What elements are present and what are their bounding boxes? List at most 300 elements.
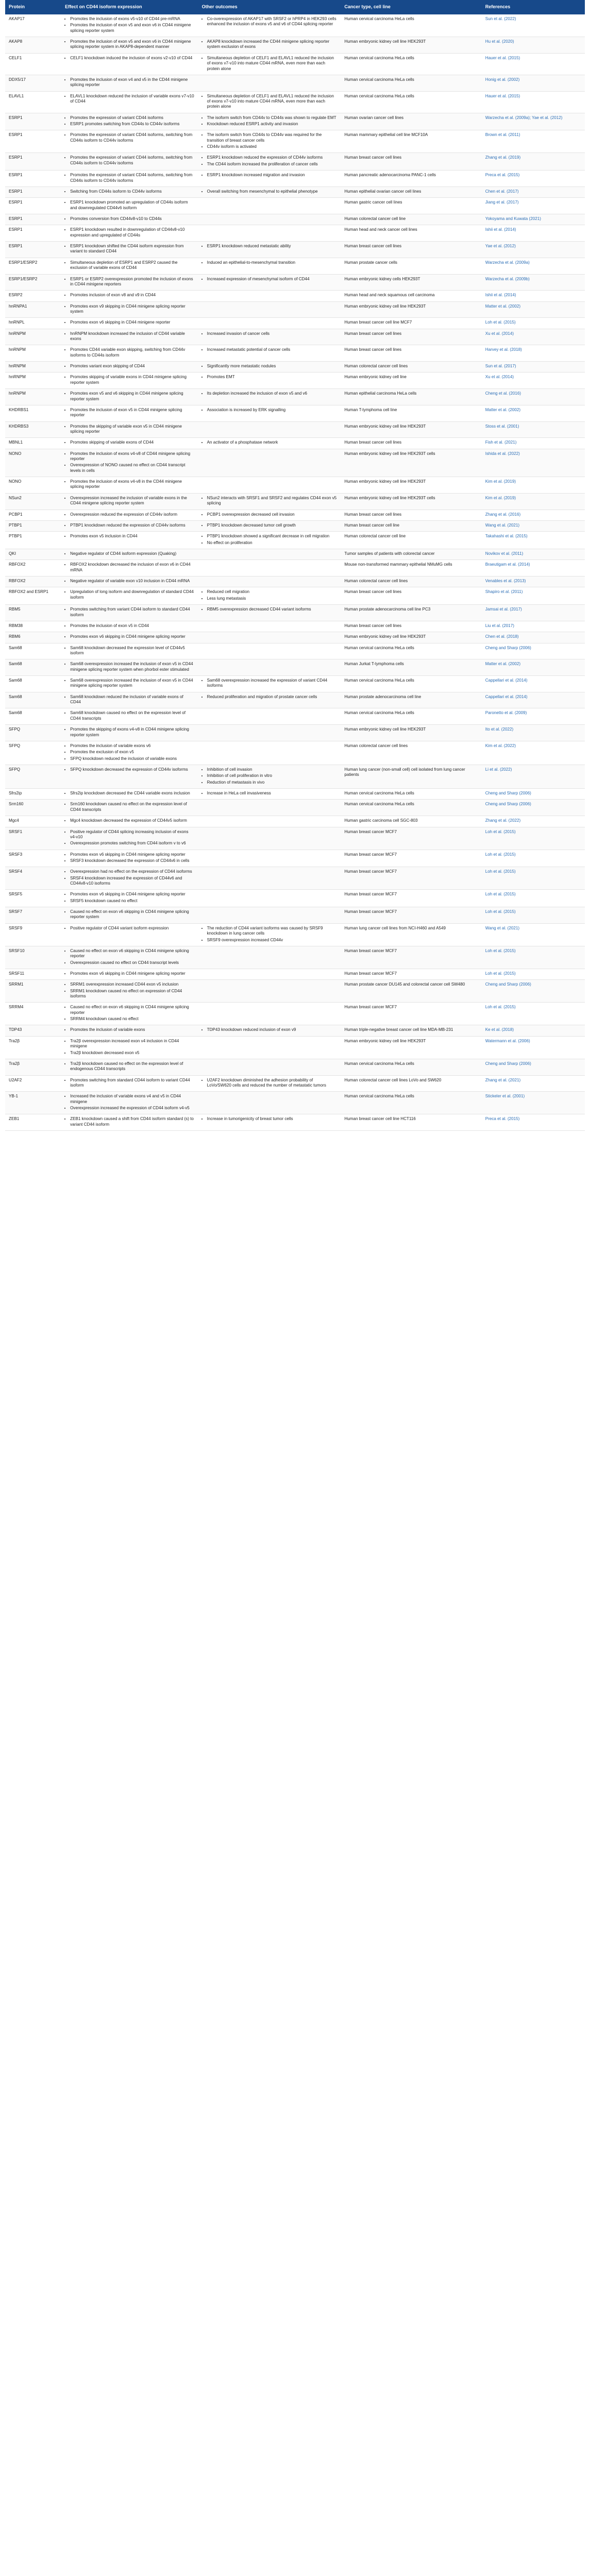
cell-effect (61, 708, 198, 725)
cell-other-outcomes-list (202, 173, 338, 178)
cell-other-outcomes-list (202, 115, 338, 127)
cell-other-outcomes-item: • The isoform switch from CD44v to CD44s was shown to regulate EMT (207, 115, 338, 121)
cell-effect-item: • Promotes exon v6 skipping in CD44 minigene splicing reporter (70, 634, 195, 639)
cell-effect-list (65, 802, 195, 812)
cell-reference: Paronetto et al. (2009) (482, 708, 585, 725)
table-row (5, 520, 585, 531)
table-row (5, 214, 585, 225)
cell-effect (61, 605, 198, 621)
cell-reference: Ishida et al. (2022) (482, 449, 585, 477)
cell-protein: SRRM1 (5, 980, 61, 1003)
cell-other-outcomes (198, 632, 341, 643)
cell-other-outcomes (198, 113, 341, 130)
cell-other-outcomes-item: • Knockdown reduced ESRP1 activity and invasion (207, 122, 338, 127)
cell-protein: Sam68 (5, 708, 61, 725)
cell-other-outcomes-item: • Its depletion increased the inclusion of exon v5 and v6 (207, 391, 338, 396)
cell-reference: Hauer et al. (2015) (482, 91, 585, 113)
cell-effect-item: • Tra2β knockdown caused no effect on the expression level of endogenous CD44 transcripts (70, 1061, 195, 1072)
cell-cancer-type: Human embryonic kidney cell line HEK293T cells (341, 449, 481, 477)
cell-effect-item: • Caused no effect on exon v6 skipping in CD44 minigene splicing reporter (70, 1005, 195, 1015)
cell-cancer-type: Human prostate adenocarcinoma cell line (341, 692, 481, 708)
cell-other-outcomes (198, 692, 341, 708)
cell-other-outcomes-list (202, 189, 338, 194)
cell-reference: Yokoyama and Kuwata (2021) (482, 214, 585, 225)
cell-other-outcomes (198, 980, 341, 1003)
cell-other-outcomes-list (202, 1116, 338, 1122)
table-row (5, 171, 585, 187)
header-protein: Protein (5, 0, 61, 14)
cell-effect (61, 907, 198, 924)
cell-other-outcomes-item: • Increased expression of mesenchymal isoform of CD44 (207, 277, 338, 282)
cell-effect (61, 621, 198, 632)
cell-effect-item: • Positive regulator of CD44 variant isoform expression (70, 926, 195, 931)
cell-effect (61, 577, 198, 587)
header-effect: Effect on CD44 isoform expression (61, 0, 198, 14)
cell-reference: Venables et al. (2013) (482, 577, 585, 587)
cell-effect (61, 329, 198, 345)
cell-cancer-type: Human colorectal cancer cell lines (341, 741, 481, 765)
cell-effect-list (65, 440, 195, 445)
cell-other-outcomes (198, 969, 341, 979)
cell-effect (61, 1036, 198, 1059)
cell-effect-list (65, 579, 195, 584)
cell-effect-item: • Overexpression increased the inclusion of variable exons in the CD44 minigene splicing reporter system (70, 496, 195, 506)
cell-other-outcomes-list (202, 260, 338, 265)
table-row (5, 789, 585, 800)
cell-effect (61, 587, 198, 605)
table-row (5, 329, 585, 345)
cell-cancer-type: Human colorectal cancer cell lines (341, 577, 481, 587)
cell-cancer-type: Human breast cancer cell lines (341, 438, 481, 449)
cell-reference: Watermann et al. (2006) (482, 1036, 585, 1059)
cell-reference: Loh et al. (2015) (482, 946, 585, 969)
cell-effect-item: • ESRP1 knockdown shifted the CD44 isoform expression from variant to standard CD44 (70, 244, 195, 255)
cell-effect-list (65, 293, 195, 298)
cell-other-outcomes-list (202, 408, 338, 413)
cell-effect-item: • Promotes exon v6 skipping in CD44 minigene splicing reporter (70, 852, 195, 857)
cell-effect-list (65, 1116, 195, 1127)
cell-reference: Loh et al. (2015) (482, 890, 585, 907)
cell-other-outcomes-item: • The isoform switch from CD44s to CD44v was required for the transition of breast cancer cells (207, 132, 338, 143)
cell-other-outcomes (198, 91, 341, 113)
cell-reference: Wang et al. (2021) (482, 520, 585, 531)
cell-other-outcomes (198, 318, 341, 329)
cell-effect-item: • Overexpression of NONO caused no effect on CD44 transcript levels in cells (70, 463, 195, 473)
cell-cancer-type: Human colorectal cancer cell lines LoVo and SW620 (341, 1075, 481, 1092)
cell-effect (61, 214, 198, 225)
table-row (5, 907, 585, 924)
cell-effect-list (65, 743, 195, 761)
cell-effect-item: • Sam68 knockdown caused no effect on the expression level of CD44 transcripts (70, 710, 195, 721)
cell-other-outcomes-item: • PTBP1 knockdown showed a significant decrease in cell migration (207, 534, 338, 539)
cell-protein: SRSF10 (5, 946, 61, 969)
cell-reference: Jiang et al. (2017) (482, 198, 585, 214)
cell-effect-item: • Negative regulator of CD44 isoform expression (Quaking) (70, 551, 195, 556)
cell-reference: Braeutigam et al. (2014) (482, 560, 585, 577)
cell-effect-list (65, 1005, 195, 1022)
cell-cancer-type: Human breast cancer MCF7 (341, 946, 481, 969)
table-row (5, 345, 585, 362)
cell-other-outcomes (198, 372, 341, 389)
cell-cancer-type: Human breast cancer cell lines (341, 242, 481, 258)
cell-other-outcomes-list (202, 277, 338, 282)
cell-effect-list (65, 892, 195, 904)
cell-cancer-type: Human cervical carcinoma HeLa cells (341, 1092, 481, 1114)
cell-other-outcomes (198, 477, 341, 494)
cell-other-outcomes (198, 329, 341, 345)
cell-other-outcomes (198, 242, 341, 258)
cell-other-outcomes-list (202, 364, 338, 369)
cell-effect (61, 477, 198, 494)
cell-effect-item: • Promotes skipping of variable exons in CD44 minigene splicing reporter system (70, 375, 195, 385)
cell-cancer-type: Human breast cancer MCF7 (341, 850, 481, 867)
cell-protein: ESRP1 (5, 187, 61, 197)
cell-cancer-type: Human breast cancer MCF7 (341, 907, 481, 924)
cell-other-outcomes (198, 708, 341, 725)
cell-cancer-type: Human embryonic kidney cell line HEK293T (341, 725, 481, 741)
cell-effect-item: • ESRP1 knockdown promoted an upregulation of CD44s isoform and downregulated CD44v6 isoform (70, 200, 195, 211)
cell-reference: Ke et al. (2018) (482, 1025, 585, 1036)
cell-other-outcomes (198, 493, 341, 510)
cell-reference: Xu et al. (2014) (482, 372, 585, 389)
cell-effect-list (65, 1027, 195, 1032)
cell-protein: ELAVL1 (5, 91, 61, 113)
cell-protein: ESRP1 (5, 130, 61, 153)
table-row (5, 1092, 585, 1114)
cell-effect-item: • Sam68 overexpression increased the inclusion of exon v5 in CD44 minigene splicing reporter system (70, 678, 195, 689)
cell-reference: Zhang et al. (2016) (482, 510, 585, 520)
cell-effect-item: • Promotes the inclusion of variable exons (70, 1027, 195, 1032)
cell-other-outcomes (198, 741, 341, 765)
cell-effect-list (65, 948, 195, 965)
cell-effect (61, 372, 198, 389)
cell-protein: YB-1 (5, 1092, 61, 1114)
cell-protein: Sam68 (5, 659, 61, 676)
cell-other-outcomes (198, 816, 341, 827)
cell-reference: Zhang et al. (2022) (482, 816, 585, 827)
table-row (5, 187, 585, 197)
cell-effect-list (65, 408, 195, 418)
cell-other-outcomes-item: • Less lung metastasis (207, 596, 338, 601)
cell-other-outcomes-item: • Association is increased by ERK signalling (207, 408, 338, 413)
cell-other-outcomes (198, 946, 341, 969)
cell-effect-item: • Increased the inclusion of variable exons v4 and v5 in CD44 minigene (70, 1094, 195, 1105)
table-row (5, 532, 585, 549)
table-row (5, 765, 585, 788)
cell-reference: Harvey et al. (2018) (482, 345, 585, 362)
cell-effect (61, 741, 198, 765)
cell-protein: KHDRBS1 (5, 405, 61, 421)
cell-reference: Matter et al. (2002) (482, 301, 585, 318)
cell-cancer-type: Human gastric carcinoma cell SGC-803 (341, 816, 481, 827)
cell-protein: RBM5 (5, 605, 61, 621)
cell-protein: hnRNPM (5, 345, 61, 362)
cell-cancer-type: Tumor samples of patients with colorectal cancer (341, 549, 481, 560)
cell-other-outcomes (198, 130, 341, 153)
cell-cancer-type: Human embryonic kidney cells HEK293T (341, 274, 481, 291)
cell-effect (61, 692, 198, 708)
cell-reference: Hu et al. (2020) (482, 37, 585, 54)
cell-reference: Stickeler et al. (2001) (482, 1092, 585, 1114)
cell-protein: QKI (5, 549, 61, 560)
cell-protein: SRSF7 (5, 907, 61, 924)
cell-effect-list (65, 623, 195, 629)
cell-other-outcomes (198, 187, 341, 197)
cell-effect (61, 632, 198, 643)
cell-other-outcomes (198, 362, 341, 372)
cell-effect-list (65, 1039, 195, 1056)
table-row (5, 659, 585, 676)
cell-other-outcomes (198, 1114, 341, 1131)
cell-effect (61, 362, 198, 372)
cell-other-outcomes (198, 258, 341, 274)
cell-protein: ESRP1 (5, 198, 61, 214)
cell-cancer-type: Human Jurkat T-lymphoma cells (341, 659, 481, 676)
cell-other-outcomes (198, 587, 341, 605)
cell-effect-list (65, 829, 195, 846)
table-row (5, 421, 585, 438)
table-row (5, 153, 585, 171)
cell-protein: SRSF1 (5, 827, 61, 850)
cell-effect-item: • ESRP1 knockdown resulted in downregulation of CD44v8-v10 expression and upregulated of CD44s (70, 227, 195, 238)
cell-effect (61, 291, 198, 301)
cell-cancer-type: Human cervical carcinoma HeLa cells (341, 14, 481, 37)
cell-reference: Yae et al. (2012) (482, 242, 585, 258)
cell-effect-item: • Promotes skipping of variable exons of CD44 (70, 440, 195, 445)
cell-cancer-type: Human cervical carcinoma HeLa cells (341, 789, 481, 800)
cell-other-outcomes (198, 405, 341, 421)
cell-effect-list (65, 115, 195, 127)
cell-protein: Tra2β (5, 1059, 61, 1075)
cell-cancer-type: Human breast cancer MCF7 (341, 890, 481, 907)
table-row (5, 560, 585, 577)
cell-other-outcomes (198, 1092, 341, 1114)
cell-protein: CELF1 (5, 53, 61, 75)
cell-cancer-type: Human lung cancer cell lines from NCI-H460 and A549 (341, 923, 481, 946)
cell-reference: Zhang et al. (2021) (482, 1075, 585, 1092)
cell-other-outcomes-item: • The reduction of CD44 variant isoforms was caused by SRSF9 knockdown in lung cancer cells (207, 926, 338, 937)
cell-reference: Loh et al. (2015) (482, 318, 585, 329)
cell-reference: Ishii et al. (2014) (482, 291, 585, 301)
cell-reference: Loh et al. (2015) (482, 867, 585, 890)
cell-effect (61, 345, 198, 362)
table-row (5, 1025, 585, 1036)
cell-effect-item: • PTBP1 knockdown reduced the expression of CD44v isoforms (70, 523, 195, 528)
cell-other-outcomes-item: • No effect on proliferation (207, 540, 338, 546)
cell-cancer-type: Human ovarian cancer cell lines (341, 113, 481, 130)
cell-protein: ESRP1/ESRP2 (5, 274, 61, 291)
cell-effect-item: • ELAVL1 knockdown reduced the inclusion of variable exons v7-v10 of CD44 (70, 94, 195, 105)
cell-other-outcomes-list (202, 244, 338, 249)
cell-other-outcomes (198, 345, 341, 362)
cell-protein: KHDRBS3 (5, 421, 61, 438)
cell-effect-list (65, 662, 195, 672)
cell-cancer-type: Human head and neck squamous cell carcinoma (341, 291, 481, 301)
cell-effect-list (65, 512, 195, 517)
cell-effect (61, 153, 198, 171)
cell-effect-item: • Promotes switching from standard CD44 isoform to variant CD44 isoform (70, 1078, 195, 1089)
cell-reference: Takahashi et al. (2015) (482, 532, 585, 549)
cell-effect-list (65, 767, 195, 772)
cell-other-outcomes-item: • Reduced cell migration (207, 589, 338, 595)
cell-reference: Cheng and Sharp (2006) (482, 789, 585, 800)
cell-effect-item: • Promotes the expression of variant CD44 isoforms, switching from CD44s isoform to CD44v isoforms (70, 173, 195, 183)
cell-protein: TDP43 (5, 1025, 61, 1036)
table-row (5, 923, 585, 946)
cell-other-outcomes-item: • An activator of a phosphatase network (207, 440, 338, 445)
cell-effect-list (65, 479, 195, 490)
cell-effect-list (65, 727, 195, 738)
cell-reference: Novikov et al. (2011) (482, 549, 585, 560)
cell-other-outcomes-list (202, 496, 338, 506)
cell-effect (61, 242, 198, 258)
cell-reference: Brown et al. (2011) (482, 130, 585, 153)
cell-cancer-type: Human colorectal cancer cell line (341, 532, 481, 549)
cell-other-outcomes (198, 907, 341, 924)
cell-reference: Li et al. (2022) (482, 765, 585, 788)
cell-other-outcomes-item: • ESRP1 knockdown reduced the expression of CD44v isoforms (207, 155, 338, 160)
cell-cancer-type: Human breast cancer cell lines (341, 345, 481, 362)
cell-protein: ESRP1/ESRP2 (5, 258, 61, 274)
cell-effect-item: • Sam68 knockdown reduced the inclusion of variable exons of CD44 (70, 694, 195, 705)
cell-effect-item: • Promotes the skipping of exons v4-v8 in CD44 minigene splicing reporter system (70, 727, 195, 738)
cell-effect-item: • Tra2β knockdown decreased exon v5 (70, 1050, 195, 1056)
cell-other-outcomes (198, 643, 341, 659)
cell-effect-item: • CELF1 knockdown induced the inclusion of exons v2-v10 of CD44 (70, 56, 195, 61)
cell-other-outcomes-item: • Significantly more metastatic nodules (207, 364, 338, 369)
cell-reference: Ito et al. (2022) (482, 725, 585, 741)
table-row (5, 113, 585, 130)
cell-protein: PTBP1 (5, 532, 61, 549)
cell-other-outcomes-item: • U2AF2 knockdown diminished the adhesion probability of LoVo/SW620 cells and reduced the number of metastatic tumors (207, 1078, 338, 1089)
cell-other-outcomes (198, 1003, 341, 1025)
cell-other-outcomes (198, 659, 341, 676)
cell-protein: Sam68 (5, 643, 61, 659)
cell-effect-item: • Promotes inclusion of exon v8 and v9 in CD44 (70, 293, 195, 298)
table-row (5, 632, 585, 643)
cell-other-outcomes-list (202, 1027, 338, 1032)
cell-cancer-type: Human breast cancer cell line (341, 520, 481, 531)
cell-reference: Loh et al. (2015) (482, 907, 585, 924)
cell-effect-list (65, 791, 195, 796)
cell-other-outcomes-item: • Increase in tumorigenicity of breast tumor cells (207, 1116, 338, 1122)
table-row (5, 800, 585, 816)
cell-protein: SRSF11 (5, 969, 61, 979)
cell-effect-list (65, 364, 195, 369)
cell-effect-item: • SFPQ knockdown decreased the expression of CD44v isoforms (70, 767, 195, 772)
cell-effect (61, 510, 198, 520)
cell-effect-item: • Mgc4 knockdown decreased the expression of CD44v5 isoform (70, 818, 195, 823)
cell-protein: NONO (5, 477, 61, 494)
cell-protein: hnRNPL (5, 318, 61, 329)
cell-effect-item: • Promotes CD44 variable exon skipping, switching from CD44v isoforms to CD44s isoform (70, 347, 195, 358)
cell-cancer-type: Human colorectal cancer cell line (341, 214, 481, 225)
cell-other-outcomes-list (202, 694, 338, 700)
cell-protein: SRSF4 (5, 867, 61, 890)
cell-other-outcomes-item: • Increase in HeLa cell invasiveness (207, 791, 338, 796)
cell-other-outcomes-item: • ESRP1 knockdown increased migration and invasion (207, 173, 338, 178)
cell-effect (61, 980, 198, 1003)
cell-reference: Loh et al. (2015) (482, 1003, 585, 1025)
cell-other-outcomes-list (202, 331, 338, 336)
cell-protein: Mgc4 (5, 816, 61, 827)
table-row (5, 980, 585, 1003)
cell-effect-list (65, 562, 195, 573)
cell-effect (61, 1075, 198, 1092)
cell-effect (61, 923, 198, 946)
cell-protein: ESRP1 (5, 242, 61, 258)
cell-protein: ESRP1 (5, 171, 61, 187)
cell-cancer-type: Human breast cancer cell line HCT116 (341, 1114, 481, 1131)
cell-effect-item: • hnRNPM knockdown increased the inclusion of CD44 variable exons (70, 331, 195, 342)
cell-protein: ESRP1 (5, 225, 61, 242)
cell-protein: SFPQ (5, 725, 61, 741)
cell-effect-item: • Promotes variant exon skipping of CD44 (70, 364, 195, 369)
cell-effect-list (65, 39, 195, 50)
table-row (5, 577, 585, 587)
cell-effect-item: • Sam68 overexpression increased the inclusion of exon v5 in CD44 minigene splicing reporter system when phorbol ester stimulated (70, 662, 195, 672)
cell-reference: Cheng and Sharp (2006) (482, 980, 585, 1003)
cell-reference: Chen et al. (2018) (482, 632, 585, 643)
cell-effect (61, 867, 198, 890)
table-row (5, 389, 585, 405)
table-row (5, 867, 585, 890)
cell-effect (61, 53, 198, 75)
cell-reference: Fish et al. (2021) (482, 438, 585, 449)
cell-protein: SRSF9 (5, 923, 61, 946)
cell-effect-item: • Promotes conversion from CD44v8-v10 to CD44s (70, 216, 195, 222)
cell-other-outcomes (198, 449, 341, 477)
cell-reference: Preca et al. (2015) (482, 171, 585, 187)
table-row (5, 274, 585, 291)
cell-effect-item: • Promotes exon v6 skipping in CD44 minigene reporter (70, 320, 195, 325)
table-row (5, 621, 585, 632)
cell-reference: Warzecha et al. (2009b) (482, 274, 585, 291)
cell-other-outcomes (198, 621, 341, 632)
cell-effect (61, 725, 198, 741)
cell-effect-item: • Overexpression caused no effect on CD44 transcript levels (70, 960, 195, 965)
cell-effect (61, 1059, 198, 1075)
cell-other-outcomes (198, 890, 341, 907)
table-row (5, 587, 585, 605)
table-row (5, 741, 585, 765)
cell-effect (61, 75, 198, 91)
cell-effect-list (65, 523, 195, 528)
cell-effect (61, 643, 198, 659)
table-row (5, 477, 585, 494)
cell-other-outcomes-list (202, 391, 338, 396)
cell-reference: Cappellari et al. (2014) (482, 692, 585, 708)
cell-effect-list (65, 852, 195, 864)
cell-other-outcomes-item: • Induced an epithelial-to-mesenchymal transition (207, 260, 338, 265)
cell-effect (61, 659, 198, 676)
cell-effect (61, 301, 198, 318)
table-row (5, 258, 585, 274)
cell-effect-list (65, 1094, 195, 1111)
cell-effect-item: • Promotes the exclusion of exon v5 (70, 750, 195, 755)
cell-effect-list (65, 200, 195, 211)
cell-reference: Cheng and Sharp (2006) (482, 800, 585, 816)
cell-other-outcomes (198, 510, 341, 520)
cell-effect-item: • ESRP1 promotes switching from CD44s to CD44v isoforms (70, 122, 195, 127)
cell-reference: Honig et al. (2002) (482, 75, 585, 91)
table-row (5, 692, 585, 708)
header-cancer-type: Cancer type, cell line (341, 0, 481, 14)
cell-effect (61, 449, 198, 477)
cell-effect-list (65, 869, 195, 886)
cell-effect (61, 969, 198, 979)
cell-reference: Hauer et al. (2015) (482, 53, 585, 75)
